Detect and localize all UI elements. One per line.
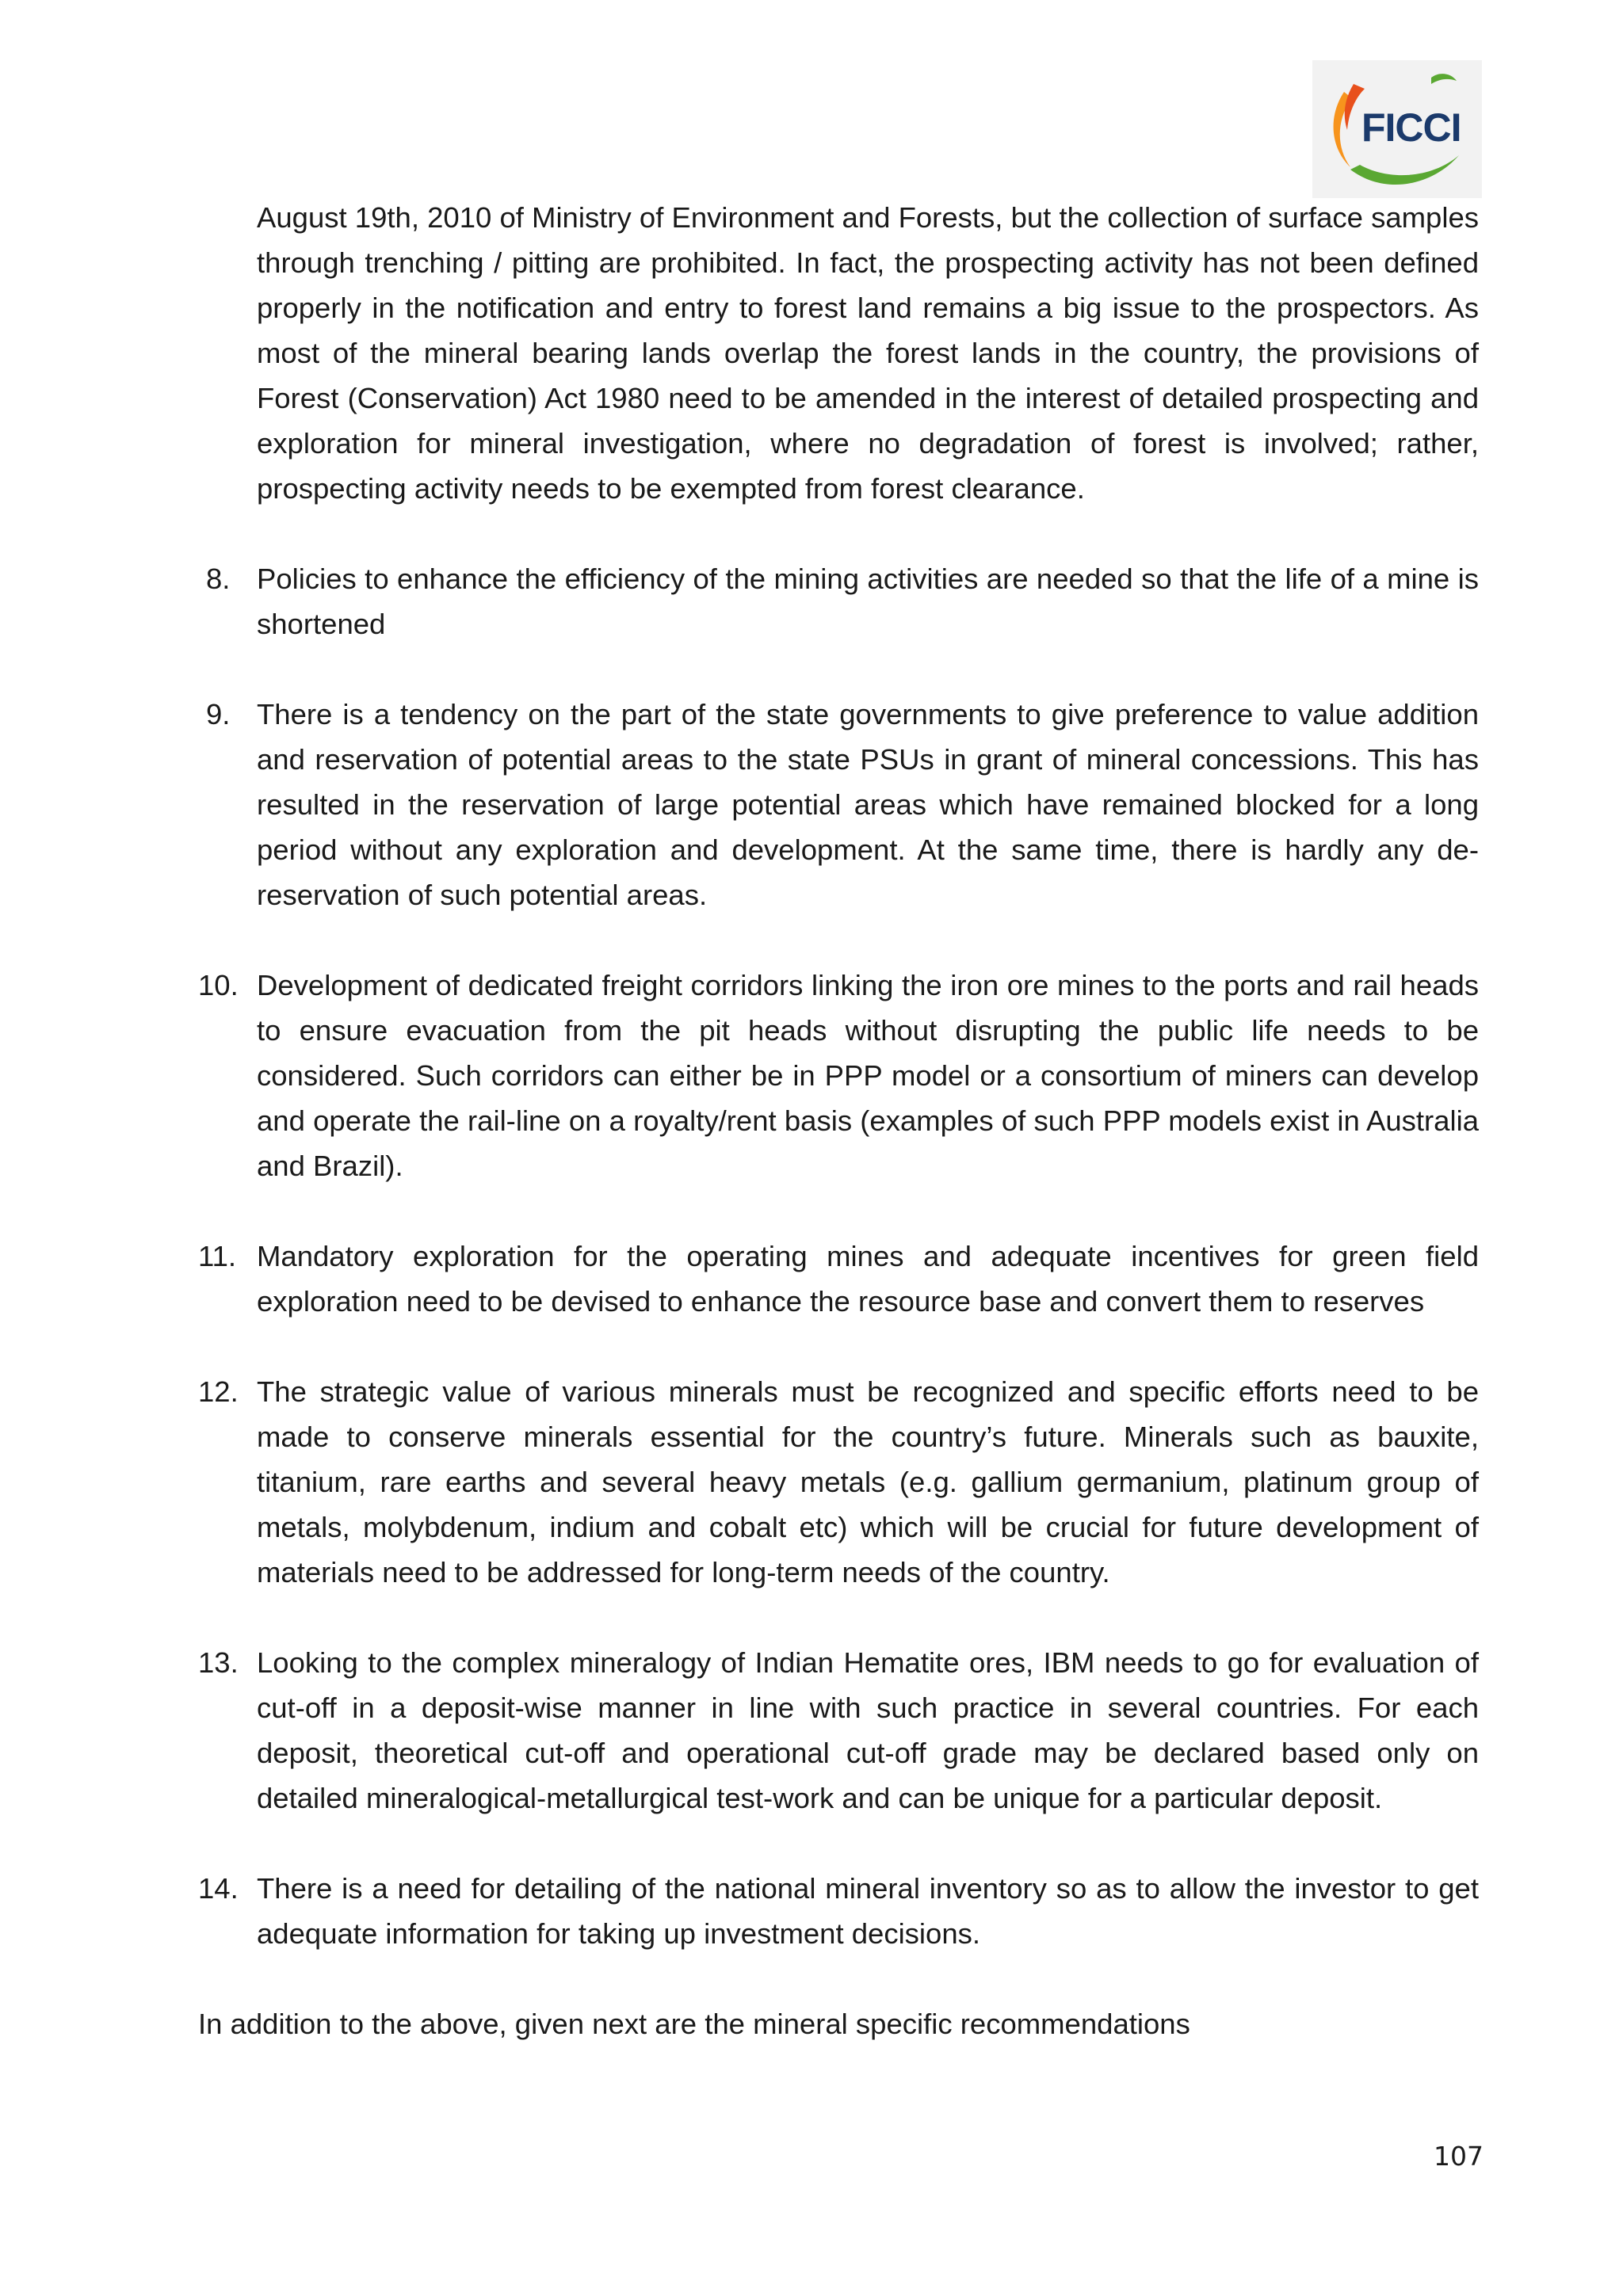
list-item: [198, 1234, 1479, 1324]
list-item: [198, 692, 1479, 917]
list-item-text: Development of dedicated freight corridors linking the iron ore mines to the ports and rail heads to ensure evacuation from the pit heads without disrupting the public life needs to be considered. Such corridors can either be in PPP model or a consortium of miners can develop and operate the rail-line on a royalty/rent basis (examples of such PPP models exist in Australia and Brazil).: [257, 969, 1479, 1182]
list-item-number: 9.: [206, 698, 231, 730]
list-item: [198, 556, 1479, 646]
list-item: [198, 963, 1479, 1188]
list-item-text: There is a need for detailing of the national mineral inventory so as to allow the investor to get adequate information for taking up investment decisions.: [257, 1872, 1479, 1950]
list-item-number: 14.: [198, 1872, 239, 1905]
list-item: [198, 1369, 1479, 1595]
list-item-number: 8.: [206, 563, 231, 595]
page-number: 107: [1434, 2141, 1484, 2172]
list-item-number: 10.: [198, 969, 239, 1001]
list-item-number: 11.: [198, 1240, 237, 1272]
list-item: [198, 1640, 1479, 1821]
list-item-text: There is a tendency on the part of the state governments to give preference to value addition and reservation of potential areas to the state PSUs in grant of mineral concessions. This has resulted in the reservation of large potential areas which have remained blocked for a long period without any exploration and development. At the same time, there is hardly any de-reservation of such potential areas.: [257, 698, 1479, 911]
continuation-paragraph: August 19th, 2010 of Ministry of Environment and Forests, but the collection of surface samples through trenching / pitting are prohibited. In fact, the prospecting activity has not been defined properly in the notification and entry to forest land remains a big issue to the prospectors. As most of the mineral bearing lands overlap the forest lands in the country, the provisions of Forest (Conservation) Act 1980 need to be amended in the interest of detailed prospecting and exploration for mineral investigation, where no degradation of forest is involved; rather, prospecting activity needs to be exempted from forest clearance.: [257, 201, 1479, 505]
list-item-text: Looking to the complex mineralogy of Indian Hematite ores, IBM needs to go for evaluation of cut-off in a deposit-wise manner in line with such practice in several countries. For each deposit, theoretical cut-off and operational cut-off grade may be declared based only on detailed mineralogical-metallurgical test-work and can be unique for a particular deposit.: [257, 1646, 1479, 1814]
list-item-text: Policies to enhance the efficiency of the mining activities are needed so that the life of a mine is shortened: [257, 563, 1479, 640]
list-item-text: The strategic value of various minerals must be recognized and specific efforts need to be made to conserve minerals essential for the country’s future. Minerals such as bauxite, titanium, rare earths and several heavy metals (e.g. gallium germanium, platinum group of metals, molybdenum, indium and cobalt etc) which will be crucial for future development of materials need to be addressed for long-term needs of the country.: [257, 1375, 1479, 1589]
list-item: [198, 1866, 1479, 1956]
list-item-number: 12.: [198, 1375, 239, 1408]
list-item-text: Mandatory exploration for the operating mines and adequate incentives for green field exploration need to be devised to enhance the resource base and convert them to reserves: [257, 1240, 1479, 1318]
ficci-logo: [1312, 60, 1482, 198]
document-body: [198, 195, 1479, 2046]
logo-text: FICCI: [1361, 105, 1461, 150]
closing-paragraph: In addition to the above, given next are the mineral specific recommendations: [198, 2008, 1190, 2040]
list-item-number: 13.: [198, 1646, 239, 1679]
